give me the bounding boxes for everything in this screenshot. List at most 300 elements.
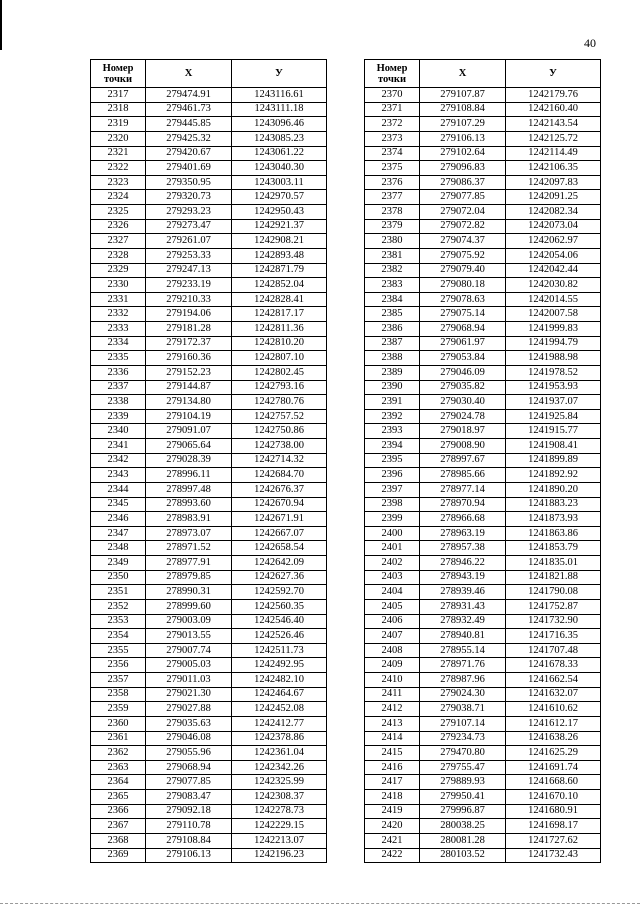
table-row <box>91 292 327 307</box>
table-row <box>365 643 601 658</box>
x-coordinate-cell: 278971.76 <box>420 658 506 673</box>
y-coordinate-cell: 1242125.72 <box>506 131 601 146</box>
x-coordinate-cell: 279474.91 <box>146 88 232 103</box>
y-coordinate-cell: 1243003.11 <box>232 175 327 190</box>
table-row <box>365 117 601 132</box>
table-row <box>365 790 601 805</box>
table-row <box>365 629 601 644</box>
y-coordinate-cell: 1241678.33 <box>506 658 601 673</box>
point-number-cell: 2394 <box>365 439 420 454</box>
y-coordinate-cell: 1241925.84 <box>506 409 601 424</box>
point-number-cell: 2333 <box>91 322 146 337</box>
table-row <box>91 760 327 775</box>
point-number-cell: 2367 <box>91 819 146 834</box>
point-number-cell: 2330 <box>91 278 146 293</box>
y-coordinate-cell: 1242670.94 <box>232 497 327 512</box>
table-header-row <box>91 60 327 88</box>
point-number-cell: 2395 <box>365 453 420 468</box>
point-number-cell: 2410 <box>365 673 420 688</box>
x-coordinate-cell: 279234.73 <box>420 731 506 746</box>
point-number-cell: 2409 <box>365 658 420 673</box>
x-coordinate-cell: 278997.67 <box>420 453 506 468</box>
y-coordinate-cell: 1241752.87 <box>506 599 601 614</box>
x-coordinate-cell: 279065.64 <box>146 439 232 454</box>
point-number-cell: 2405 <box>365 599 420 614</box>
x-coordinate-cell: 278973.07 <box>146 526 232 541</box>
y-coordinate-cell: 1242671.91 <box>232 512 327 527</box>
point-number-cell: 2393 <box>365 424 420 439</box>
point-number-cell: 2323 <box>91 175 146 190</box>
y-coordinate-cell: 1241670.10 <box>506 790 601 805</box>
x-coordinate-cell: 279420.67 <box>146 146 232 161</box>
table-row <box>91 790 327 805</box>
y-coordinate-cell: 1242627.36 <box>232 570 327 585</box>
point-number-cell: 2329 <box>91 263 146 278</box>
table-row <box>91 190 327 205</box>
x-coordinate-cell: 279950.41 <box>420 790 506 805</box>
table-row <box>365 570 601 585</box>
y-coordinate-cell: 1242492.95 <box>232 658 327 673</box>
y-coordinate-cell: 1242308.37 <box>232 790 327 805</box>
table-row <box>91 307 327 322</box>
y-coordinate-cell: 1241978.52 <box>506 365 601 380</box>
point-number-cell: 2355 <box>91 643 146 658</box>
table-row <box>365 248 601 263</box>
table-row <box>91 336 327 351</box>
table-row <box>91 175 327 190</box>
x-coordinate-cell: 279106.13 <box>420 131 506 146</box>
x-coordinate-cell: 279035.82 <box>420 380 506 395</box>
point-number-cell: 2331 <box>91 292 146 307</box>
point-number-cell: 2338 <box>91 395 146 410</box>
point-number-cell: 2357 <box>91 673 146 688</box>
x-coordinate-cell: 279061.97 <box>420 336 506 351</box>
y-coordinate-cell: 1242757.52 <box>232 409 327 424</box>
y-coordinate-cell: 1242378.86 <box>232 731 327 746</box>
y-coordinate-cell: 1242007.58 <box>506 307 601 322</box>
x-coordinate-cell: 279134.80 <box>146 395 232 410</box>
table-row <box>365 409 601 424</box>
y-coordinate-cell: 1243116.61 <box>232 88 327 103</box>
header-number-line2: точки <box>377 73 407 85</box>
y-coordinate-cell: 1243096.46 <box>232 117 327 132</box>
y-coordinate-cell: 1242196.23 <box>232 848 327 863</box>
y-coordinate-cell: 1242097.83 <box>506 175 601 190</box>
y-coordinate-cell: 1243061.22 <box>232 146 327 161</box>
x-coordinate-cell: 279008.90 <box>420 439 506 454</box>
y-coordinate-cell: 1242160.40 <box>506 102 601 117</box>
y-coordinate-cell: 1242714.32 <box>232 453 327 468</box>
point-number-cell: 2317 <box>91 88 146 103</box>
table-row <box>365 468 601 483</box>
x-coordinate-cell: 278997.48 <box>146 482 232 497</box>
x-coordinate-cell: 279108.84 <box>420 102 506 117</box>
table-row <box>91 322 327 337</box>
header-point-number <box>91 60 146 88</box>
y-coordinate-cell: 1241994.79 <box>506 336 601 351</box>
y-coordinate-cell: 1242560.35 <box>232 599 327 614</box>
y-coordinate-cell: 1241899.89 <box>506 453 601 468</box>
y-coordinate-cell: 1241890.20 <box>506 482 601 497</box>
point-number-cell: 2365 <box>91 790 146 805</box>
table-row <box>91 585 327 600</box>
y-coordinate-cell: 1241727.62 <box>506 833 601 848</box>
table-row <box>91 556 327 571</box>
y-coordinate-cell: 1242828.41 <box>232 292 327 307</box>
table-row <box>91 570 327 585</box>
table-row <box>365 833 601 848</box>
x-coordinate-cell: 280103.52 <box>420 848 506 863</box>
x-coordinate-cell: 279038.71 <box>420 702 506 717</box>
x-coordinate-cell: 278946.22 <box>420 556 506 571</box>
point-number-cell: 2332 <box>91 307 146 322</box>
table-row <box>91 424 327 439</box>
y-coordinate-cell: 1241707.48 <box>506 643 601 658</box>
y-coordinate-cell: 1241612.17 <box>506 716 601 731</box>
point-number-cell: 2403 <box>365 570 420 585</box>
table-row <box>365 775 601 790</box>
y-coordinate-cell: 1242091.25 <box>506 190 601 205</box>
table-row <box>91 848 327 863</box>
x-coordinate-cell: 279320.73 <box>146 190 232 205</box>
table-row <box>91 439 327 454</box>
point-number-cell: 2319 <box>91 117 146 132</box>
x-coordinate-cell: 279181.28 <box>146 322 232 337</box>
point-number-cell: 2347 <box>91 526 146 541</box>
point-number-cell: 2350 <box>91 570 146 585</box>
point-number-cell: 2420 <box>365 819 420 834</box>
x-coordinate-cell: 279005.03 <box>146 658 232 673</box>
y-coordinate-cell: 1241632.07 <box>506 687 601 702</box>
table-row <box>91 380 327 395</box>
point-number-cell: 2345 <box>91 497 146 512</box>
table-row <box>91 716 327 731</box>
y-coordinate-cell: 1242464.67 <box>232 687 327 702</box>
table-row <box>365 453 601 468</box>
point-number-cell: 2383 <box>365 278 420 293</box>
point-number-cell: 2374 <box>365 146 420 161</box>
y-coordinate-cell: 1242073.04 <box>506 219 601 234</box>
y-coordinate-cell: 1242106.35 <box>506 161 601 176</box>
x-coordinate-cell: 279075.92 <box>420 248 506 263</box>
table-row <box>365 526 601 541</box>
point-number-cell: 2377 <box>365 190 420 205</box>
point-number-cell: 2415 <box>365 746 420 761</box>
table-row <box>365 482 601 497</box>
y-coordinate-cell: 1242412.77 <box>232 716 327 731</box>
table-row <box>91 731 327 746</box>
y-coordinate-cell: 1241937.07 <box>506 395 601 410</box>
x-coordinate-cell: 278940.81 <box>420 629 506 644</box>
header-y: У <box>506 60 601 88</box>
y-coordinate-cell: 1241716.35 <box>506 629 601 644</box>
y-coordinate-cell: 1241691.74 <box>506 760 601 775</box>
x-coordinate-cell: 279077.85 <box>420 190 506 205</box>
x-coordinate-cell: 279160.36 <box>146 351 232 366</box>
y-coordinate-cell: 1242179.76 <box>506 88 601 103</box>
point-number-cell: 2342 <box>91 453 146 468</box>
y-coordinate-cell: 1241625.29 <box>506 746 601 761</box>
table-row <box>91 804 327 819</box>
table-row <box>365 614 601 629</box>
y-coordinate-cell: 1241953.93 <box>506 380 601 395</box>
x-coordinate-cell: 279470.80 <box>420 746 506 761</box>
point-number-cell: 2397 <box>365 482 420 497</box>
table-row <box>365 716 601 731</box>
x-coordinate-cell: 279755.47 <box>420 760 506 775</box>
point-number-cell: 2366 <box>91 804 146 819</box>
y-coordinate-cell: 1242342.26 <box>232 760 327 775</box>
y-coordinate-cell: 1242042.44 <box>506 263 601 278</box>
point-number-cell: 2373 <box>365 131 420 146</box>
x-coordinate-cell: 279152.23 <box>146 365 232 380</box>
point-number-cell: 2406 <box>365 614 420 629</box>
y-coordinate-cell: 1241892.92 <box>506 468 601 483</box>
point-number-cell: 2353 <box>91 614 146 629</box>
table-row <box>91 365 327 380</box>
y-coordinate-cell: 1242684.70 <box>232 468 327 483</box>
table-row <box>365 292 601 307</box>
point-number-cell: 2362 <box>91 746 146 761</box>
point-number-cell: 2390 <box>365 380 420 395</box>
y-coordinate-cell: 1242114.49 <box>506 146 601 161</box>
table-row <box>365 424 601 439</box>
point-number-cell: 2324 <box>91 190 146 205</box>
header-x: X <box>146 60 232 88</box>
y-coordinate-cell: 1242921.37 <box>232 219 327 234</box>
point-number-cell: 2343 <box>91 468 146 483</box>
y-coordinate-cell: 1242667.07 <box>232 526 327 541</box>
point-number-cell: 2385 <box>365 307 420 322</box>
point-number-cell: 2380 <box>365 234 420 249</box>
x-coordinate-cell: 278955.14 <box>420 643 506 658</box>
point-number-cell: 2325 <box>91 205 146 220</box>
y-coordinate-cell: 1242278.73 <box>232 804 327 819</box>
point-number-cell: 2354 <box>91 629 146 644</box>
x-coordinate-cell: 279273.47 <box>146 219 232 234</box>
x-coordinate-cell: 280038.25 <box>420 819 506 834</box>
y-coordinate-cell: 1242452.08 <box>232 702 327 717</box>
point-number-cell: 2359 <box>91 702 146 717</box>
table-row <box>365 819 601 834</box>
x-coordinate-cell: 279079.40 <box>420 263 506 278</box>
x-coordinate-cell: 279028.39 <box>146 453 232 468</box>
table-row <box>91 234 327 249</box>
x-coordinate-cell: 278932.49 <box>420 614 506 629</box>
y-coordinate-cell: 1242229.15 <box>232 819 327 834</box>
x-coordinate-cell: 279102.64 <box>420 146 506 161</box>
y-coordinate-cell: 1242082.34 <box>506 205 601 220</box>
point-number-cell: 2339 <box>91 409 146 424</box>
table-row <box>365 673 601 688</box>
x-coordinate-cell: 279072.82 <box>420 219 506 234</box>
y-coordinate-cell: 1241662.54 <box>506 673 601 688</box>
x-coordinate-cell: 278963.19 <box>420 526 506 541</box>
y-coordinate-cell: 1242213.07 <box>232 833 327 848</box>
table-row <box>365 278 601 293</box>
y-coordinate-cell: 1241853.79 <box>506 541 601 556</box>
x-coordinate-cell: 279247.13 <box>146 263 232 278</box>
table-row <box>91 395 327 410</box>
header-number-line1: Номер <box>102 62 134 74</box>
x-coordinate-cell: 279108.84 <box>146 833 232 848</box>
y-coordinate-cell: 1242676.37 <box>232 482 327 497</box>
x-coordinate-cell: 278983.91 <box>146 512 232 527</box>
x-coordinate-cell: 279445.85 <box>146 117 232 132</box>
x-coordinate-cell: 279401.69 <box>146 161 232 176</box>
table-row <box>365 585 601 600</box>
y-coordinate-cell: 1242793.16 <box>232 380 327 395</box>
table-row <box>91 278 327 293</box>
x-coordinate-cell: 279077.85 <box>146 775 232 790</box>
x-coordinate-cell: 278939.46 <box>420 585 506 600</box>
table-row <box>365 88 601 103</box>
y-coordinate-cell: 1243040.30 <box>232 161 327 176</box>
x-coordinate-cell: 279011.03 <box>146 673 232 688</box>
x-coordinate-cell: 279261.07 <box>146 234 232 249</box>
y-coordinate-cell: 1241668.60 <box>506 775 601 790</box>
table-row <box>365 541 601 556</box>
table-row <box>365 804 601 819</box>
y-coordinate-cell: 1242780.76 <box>232 395 327 410</box>
y-coordinate-cell: 1242908.21 <box>232 234 327 249</box>
x-coordinate-cell: 279096.83 <box>420 161 506 176</box>
x-coordinate-cell: 279086.37 <box>420 175 506 190</box>
table-row <box>365 219 601 234</box>
point-number-cell: 2335 <box>91 351 146 366</box>
point-number-cell: 2337 <box>91 380 146 395</box>
x-coordinate-cell: 278977.14 <box>420 482 506 497</box>
x-coordinate-cell: 279046.09 <box>420 365 506 380</box>
y-coordinate-cell: 1242750.86 <box>232 424 327 439</box>
table-row <box>91 131 327 146</box>
point-number-cell: 2328 <box>91 248 146 263</box>
x-coordinate-cell: 279106.13 <box>146 848 232 863</box>
x-coordinate-cell: 279080.18 <box>420 278 506 293</box>
point-number-cell: 2351 <box>91 585 146 600</box>
y-coordinate-cell: 1242030.82 <box>506 278 601 293</box>
table-row <box>91 746 327 761</box>
x-coordinate-cell: 279107.87 <box>420 88 506 103</box>
x-coordinate-cell: 279107.14 <box>420 716 506 731</box>
x-coordinate-cell: 278979.85 <box>146 570 232 585</box>
table-row <box>91 687 327 702</box>
y-coordinate-cell: 1241999.83 <box>506 322 601 337</box>
x-coordinate-cell: 279172.37 <box>146 336 232 351</box>
point-number-cell: 2372 <box>365 117 420 132</box>
point-number-cell: 2402 <box>365 556 420 571</box>
point-number-cell: 2421 <box>365 833 420 848</box>
table-row <box>365 599 601 614</box>
y-coordinate-cell: 1241610.62 <box>506 702 601 717</box>
header-x: X <box>420 60 506 88</box>
point-number-cell: 2349 <box>91 556 146 571</box>
x-coordinate-cell: 278971.52 <box>146 541 232 556</box>
x-coordinate-cell: 278987.96 <box>420 673 506 688</box>
table-row <box>365 307 601 322</box>
y-coordinate-cell: 1241835.01 <box>506 556 601 571</box>
y-coordinate-cell: 1241908.41 <box>506 439 601 454</box>
point-number-cell: 2378 <box>365 205 420 220</box>
point-number-cell: 2356 <box>91 658 146 673</box>
y-coordinate-cell: 1241732.43 <box>506 848 601 863</box>
x-coordinate-cell: 279110.78 <box>146 819 232 834</box>
point-number-cell: 2341 <box>91 439 146 454</box>
table-row <box>365 497 601 512</box>
x-coordinate-cell: 278966.68 <box>420 512 506 527</box>
y-coordinate-cell: 1242361.04 <box>232 746 327 761</box>
x-coordinate-cell: 278990.31 <box>146 585 232 600</box>
x-coordinate-cell: 278977.91 <box>146 556 232 571</box>
point-number-cell: 2382 <box>365 263 420 278</box>
point-number-cell: 2368 <box>91 833 146 848</box>
x-coordinate-cell: 279074.37 <box>420 234 506 249</box>
x-coordinate-cell: 279027.88 <box>146 702 232 717</box>
table-row <box>91 599 327 614</box>
x-coordinate-cell: 279461.73 <box>146 102 232 117</box>
table-row <box>91 614 327 629</box>
point-number-cell: 2422 <box>365 848 420 863</box>
point-number-cell: 2358 <box>91 687 146 702</box>
table-row <box>91 117 327 132</box>
point-number-cell: 2412 <box>365 702 420 717</box>
table-row <box>91 263 327 278</box>
y-coordinate-cell: 1243085.23 <box>232 131 327 146</box>
table-row <box>91 88 327 103</box>
y-coordinate-cell: 1241638.26 <box>506 731 601 746</box>
header-y: У <box>232 60 327 88</box>
y-coordinate-cell: 1241821.88 <box>506 570 601 585</box>
table-row <box>365 760 601 775</box>
point-number-cell: 2384 <box>365 292 420 307</box>
table-row <box>91 526 327 541</box>
point-number-cell: 2344 <box>91 482 146 497</box>
point-number-cell: 2399 <box>365 512 420 527</box>
point-number-cell: 2334 <box>91 336 146 351</box>
point-number-cell: 2417 <box>365 775 420 790</box>
point-number-cell: 2400 <box>365 526 420 541</box>
point-number-cell: 2386 <box>365 322 420 337</box>
x-coordinate-cell: 279030.40 <box>420 395 506 410</box>
y-coordinate-cell: 1242062.97 <box>506 234 601 249</box>
table-row <box>365 351 601 366</box>
table-row <box>91 219 327 234</box>
table-row <box>91 161 327 176</box>
table-row <box>365 336 601 351</box>
point-number-cell: 2414 <box>365 731 420 746</box>
x-coordinate-cell: 279083.47 <box>146 790 232 805</box>
table-row <box>91 453 327 468</box>
table-row <box>91 409 327 424</box>
y-coordinate-cell: 1241732.90 <box>506 614 601 629</box>
x-coordinate-cell: 279055.96 <box>146 746 232 761</box>
table-row <box>365 131 601 146</box>
x-coordinate-cell: 279194.06 <box>146 307 232 322</box>
y-coordinate-cell: 1242738.00 <box>232 439 327 454</box>
point-number-cell: 2381 <box>365 248 420 263</box>
y-coordinate-cell: 1242658.54 <box>232 541 327 556</box>
y-coordinate-cell: 1241883.23 <box>506 497 601 512</box>
y-coordinate-cell: 1242014.55 <box>506 292 601 307</box>
table-row <box>91 482 327 497</box>
x-coordinate-cell: 279007.74 <box>146 643 232 658</box>
y-coordinate-cell: 1241863.86 <box>506 526 601 541</box>
point-number-cell: 2401 <box>365 541 420 556</box>
point-number-cell: 2387 <box>365 336 420 351</box>
point-number-cell: 2371 <box>365 102 420 117</box>
x-coordinate-cell: 279091.07 <box>146 424 232 439</box>
x-coordinate-cell: 279350.95 <box>146 175 232 190</box>
